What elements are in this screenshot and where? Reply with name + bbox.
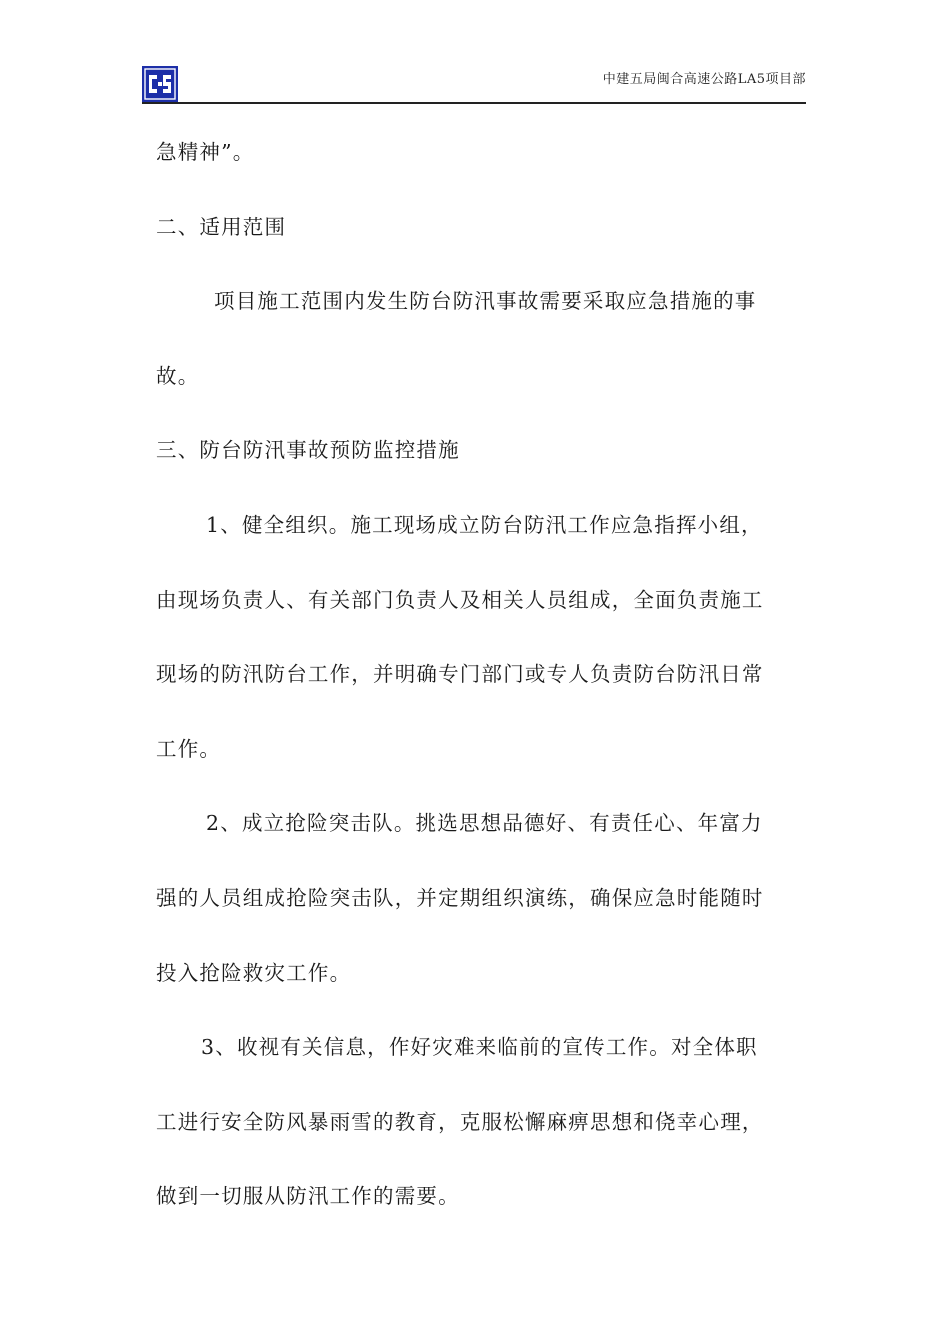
paragraph-line: 2、成立抢险突击队。挑选思想品德好、有责任心、年富力 bbox=[206, 811, 763, 836]
page-header bbox=[142, 62, 806, 104]
cscec-logo-icon bbox=[142, 66, 178, 102]
section-heading: 三、防台防汛事故预防监控措施 bbox=[156, 438, 460, 463]
paragraph-line: 现场的防汛防台工作，并明确专门部门或专人负责防台防汛日常 bbox=[156, 662, 764, 687]
paragraph-line: 由现场负责人、有关部门负责人及相关人员组成，全面负责施工 bbox=[156, 587, 764, 612]
header-title: 中建五局闽合高速公路LA5项目部 bbox=[602, 72, 806, 87]
paragraph-line: 3、收视有关信息，作好灾难来临前的宣传工作。对全体职 bbox=[201, 1035, 758, 1060]
paragraph-line: 故。 bbox=[156, 363, 200, 388]
paragraph-line: 急精神”。 bbox=[156, 140, 255, 164]
paragraph-line: 1、健全组织。施工现场成立防台防汛工作应急指挥小组， bbox=[206, 512, 763, 537]
paragraph-line: 项目施工范围内发生防台防汛事故需要采取应急措施的事 bbox=[214, 289, 757, 314]
paragraph-line: 做到一切服从防汛工作的需要。 bbox=[156, 1184, 460, 1209]
paragraph-line: 工作。 bbox=[156, 736, 222, 761]
paragraph-line: 投入抢险救灾工作。 bbox=[156, 960, 352, 985]
paragraph-line: 工进行安全防风暴雨雪的教育，克服松懈麻痹思想和侥幸心理， bbox=[156, 1109, 764, 1134]
header-divider bbox=[142, 102, 806, 104]
document-body bbox=[156, 135, 792, 1254]
paragraph-line: 强的人员组成抢险突击队，并定期组织演练，确保应急时能随时 bbox=[156, 885, 764, 910]
section-heading: 二、适用范围 bbox=[156, 214, 287, 239]
